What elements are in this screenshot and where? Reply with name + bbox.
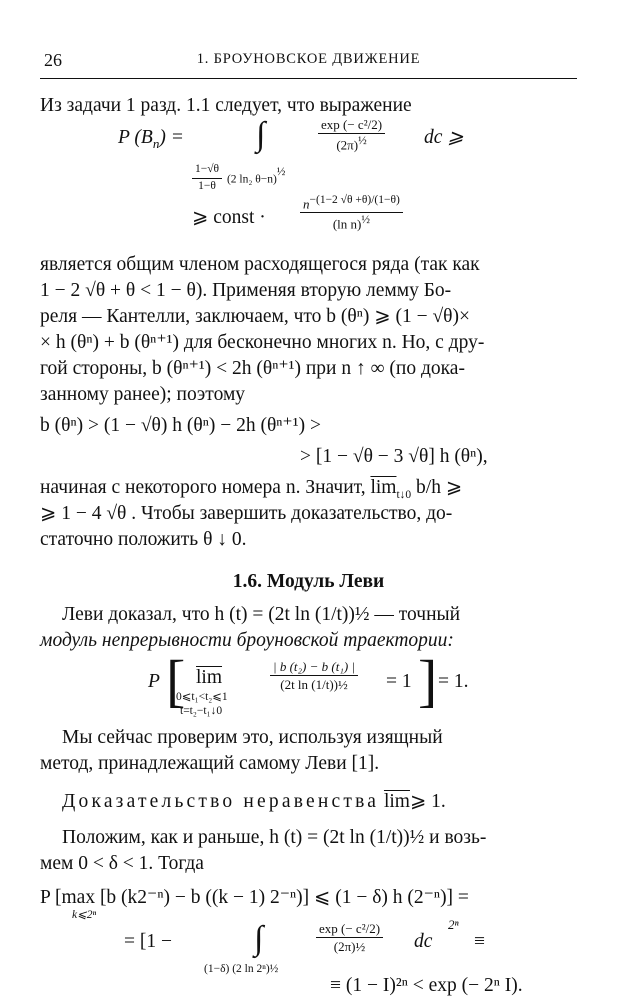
eq3-line2: > [1 − √θ − 3 √θ] h (θⁿ),	[300, 446, 488, 467]
eq2-fraction: $\frac{n^{-(1-2 √\theta +\theta)/(1-\theta)}}{(\ln n)^{\frac{1}{2}}}$	[300, 195, 403, 231]
eq5-line2-tail: ≡	[474, 931, 485, 952]
para5-line1: Мы сейчас проверим это, используя изящный	[62, 727, 443, 748]
para3-line2: ⩾ 1 − 4 √θ . Чтобы завершить доказательство, до-	[40, 503, 453, 524]
para5-line2: метод, принадлежащий самому Леви [1].	[40, 753, 380, 774]
eq1-dc: dc ⩾	[424, 127, 464, 148]
page-number: 26	[44, 50, 62, 70]
eq4-eq-one: = 1	[386, 671, 412, 692]
eq5-bracket-exp: 2ⁿ	[448, 917, 459, 932]
eq4-rhs: = 1.	[438, 671, 469, 692]
para3-line1: начиная с некоторого номера n. Значит, $\overline{lim}_{t↓0}$ b/h ⩾	[40, 477, 463, 501]
eq5-line2-lead: = [1 −	[124, 931, 172, 952]
eq4-lim-sub1: 0⩽t₁<t₂⩽1	[176, 691, 228, 703]
para6-line2: мем 0 < δ < 1. Тогда	[40, 853, 204, 874]
para2-line1: является общим членом расходящегося ряда (так как	[40, 254, 480, 275]
eq4-lim: $\overline{lim}$	[196, 667, 223, 688]
eq5-max-sub: k⩽2ⁿ	[72, 909, 97, 921]
para2-line5: гой стороны, b (θⁿ⁺¹) < 2h (θⁿ⁺¹) при n ↑ ∞ (по дока-	[40, 358, 465, 379]
eq2-lead: ⩾ const ·	[192, 207, 266, 228]
running-title: 1. БРОУНОВСКОЕ ДВИЖЕНИЕ	[196, 51, 421, 67]
para2-line4: × h (θⁿ) + b (θⁿ⁺¹) для бесконечно многих n. Но, с дру-	[40, 332, 485, 353]
eq5-integral: ∫	[254, 920, 264, 957]
para2-line3: реля — Кантелли, заключаем, что b (θⁿ) ⩾ (1 − √θ)×	[40, 306, 471, 327]
para2-line2: 1 − 2 √θ + θ < 1 − θ). Применяя вторую лемму Бо-	[40, 280, 452, 301]
eq4-fraction: $\frac{\text{| b (t₂) − b (t₁) |}}{\text{(2t ln (1/t))½}}$	[270, 660, 358, 691]
running-header	[40, 44, 577, 79]
eq5-integrand: $\frac{\text{exp (− c²/2)}}{\text{(2π)½}}$	[316, 922, 383, 953]
eq1-integral: ∫	[256, 116, 266, 153]
eq5-line3: ≡ (1 − I)²ⁿ < exp (− 2ⁿ I).	[330, 975, 523, 996]
eq1-lhs: P $(B_n)$ =	[118, 127, 184, 151]
eq3-line1: b (θⁿ) > (1 − √θ) h (θⁿ) − 2h (θⁿ⁺¹) >	[40, 415, 321, 436]
eq4-p: P	[148, 671, 160, 692]
eq5-dc: dc	[414, 931, 433, 952]
para4-line2: модуль непрерывности броуновской траектории:	[40, 630, 454, 651]
eq4-open-bracket: [	[166, 648, 186, 713]
para2-line6: занному ранее); поэтому	[40, 384, 246, 405]
para3-line3: статочно положить θ ↓ 0.	[40, 529, 247, 550]
eq4-close-bracket: ]	[418, 648, 438, 713]
eq1-integrand: $\frac{\text{exp (− c²/2)}}{(2\pi)^{\frac{1}{2}}}$	[318, 118, 385, 151]
para1-line1: Из задачи 1 разд. 1.1 следует, что выражение	[40, 95, 412, 116]
section-title: 1.6. Модуль Леви	[232, 571, 385, 592]
eq5-lower-limit: (1−δ) (2 ln 2ⁿ)½	[204, 963, 279, 975]
para6-line1: Положим, как и раньше, h (t) = (2t ln (1/t))½ и возь-	[62, 827, 487, 848]
proof-heading: Доказательство неравенства $\overline{lim}⩾$ 1.	[62, 791, 446, 812]
eq4-lim-sub2: t=t₂−t₁↓0	[180, 705, 223, 717]
para4-line1: Леви доказал, что h (t) = (2t ln (1/t))½ — точный	[62, 604, 461, 625]
eq1-lower-limit: $\frac{1-√\theta}{1-\theta}$ (2 ln₂ θ−n)$^{\frac{1}{2}}$	[192, 164, 285, 192]
eq5-line1: P [max [b (k2⁻ⁿ) − b ((k − 1) 2⁻ⁿ)] ⩽ (1 − δ) h (2⁻ⁿ)] =	[40, 887, 469, 908]
